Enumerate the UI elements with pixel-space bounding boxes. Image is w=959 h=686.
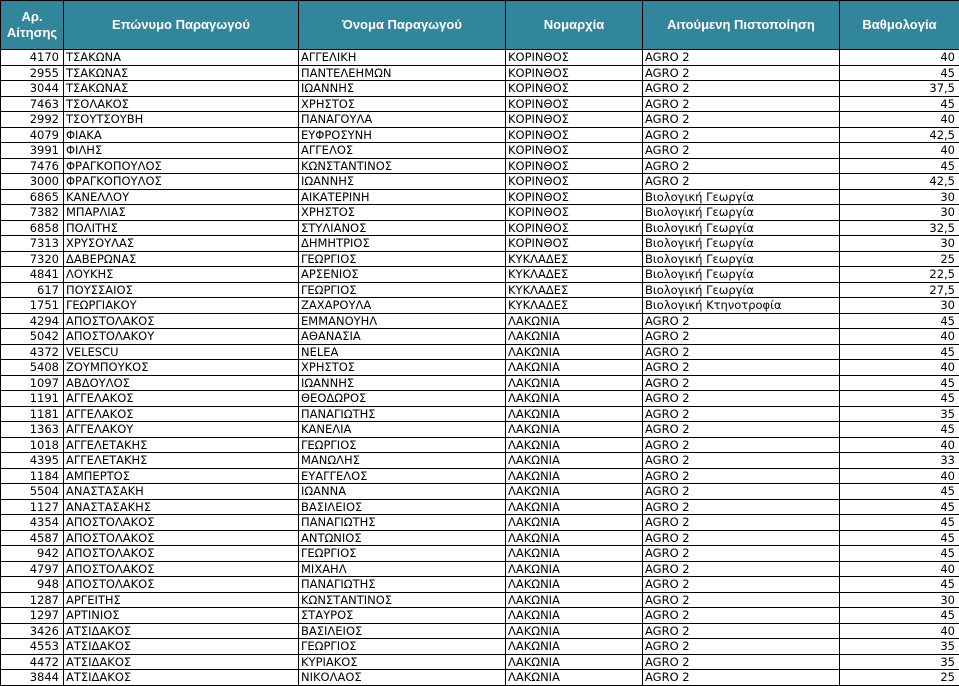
cell-prefecture: ΛΑΚΩΝΙΑ xyxy=(506,546,643,562)
cell-application-number: 1297 xyxy=(1,608,64,624)
cell-name: ΚΩΝΣΤΑΝΤΙΝΟΣ xyxy=(299,592,506,608)
cell-score: 30 xyxy=(840,236,959,252)
table-row xyxy=(1,81,959,97)
table-row xyxy=(1,174,959,190)
table-row xyxy=(1,422,959,438)
table-row xyxy=(1,236,959,252)
cell-surname: ΑΠΟΣΤΟΛΑΚΟΣ xyxy=(64,546,299,562)
cell-application-number: 7476 xyxy=(1,158,64,174)
cell-score: 40 xyxy=(840,112,959,128)
table-row xyxy=(1,391,959,407)
table-row xyxy=(1,360,959,376)
cell-name: ΜΙΧΑΗΛ xyxy=(299,561,506,577)
cell-name: ΙΩΑΝΝΗΣ xyxy=(299,81,506,97)
cell-name: ΑΡΣΕΝΙΟΣ xyxy=(299,267,506,283)
cell-score: 45 xyxy=(840,608,959,624)
table-row xyxy=(1,437,959,453)
cell-application-number: 5504 xyxy=(1,484,64,500)
cell-surname: ΑΒΔΟΥΛΟΣ xyxy=(64,375,299,391)
cell-certification: AGRO 2 xyxy=(643,112,840,128)
cell-surname: ΠΟΥΣΣΑΙΟΣ xyxy=(64,282,299,298)
cell-certification: AGRO 2 xyxy=(643,360,840,376)
cell-surname: ΑΡΓΕΙΤΗΣ xyxy=(64,592,299,608)
cell-surname: ΖΟΥΜΠΟΥΚΟΣ xyxy=(64,360,299,376)
cell-score: 40 xyxy=(840,143,959,159)
header-requested-certification: Αιτούμενη Πιστοποίηση xyxy=(643,1,840,50)
cell-application-number: 4472 xyxy=(1,654,64,670)
cell-name: ΣΤΥΛΙΑΝΟΣ xyxy=(299,220,506,236)
cell-prefecture: ΛΑΚΩΝΙΑ xyxy=(506,468,643,484)
table-row xyxy=(1,639,959,655)
cell-certification: Βιολογική Γεωργία xyxy=(643,220,840,236)
cell-certification: AGRO 2 xyxy=(643,546,840,562)
cell-prefecture: ΚΟΡΙΝΘΟΣ xyxy=(506,50,643,66)
table-row xyxy=(1,329,959,345)
table-row xyxy=(1,623,959,639)
cell-prefecture: ΛΑΚΩΝΙΑ xyxy=(506,453,643,469)
header-application-number: Αρ. Αίτησης xyxy=(1,1,64,50)
cell-certification: Βιολογική Γεωργία xyxy=(643,267,840,283)
cell-certification: Βιολογική Γεωργία xyxy=(643,189,840,205)
cell-score: 45 xyxy=(840,375,959,391)
cell-certification: AGRO 2 xyxy=(643,344,840,360)
cell-name: ΚΑΝΕΛΙΑ xyxy=(299,422,506,438)
cell-application-number: 7382 xyxy=(1,205,64,221)
cell-prefecture: ΛΑΚΩΝΙΑ xyxy=(506,406,643,422)
cell-surname: ΑΡΤΙΝΙΟΣ xyxy=(64,608,299,624)
cell-prefecture: ΚΟΡΙΝΘΟΣ xyxy=(506,236,643,252)
table-row xyxy=(1,96,959,112)
cell-application-number: 1287 xyxy=(1,592,64,608)
cell-application-number: 6858 xyxy=(1,220,64,236)
table-row xyxy=(1,189,959,205)
cell-name: ΒΑΣΙΛΕΙΟΣ xyxy=(299,623,506,639)
cell-prefecture: ΚΟΡΙΝΘΟΣ xyxy=(506,127,643,143)
cell-name: ΓΕΩΡΓΙΟΣ xyxy=(299,639,506,655)
cell-surname: ΤΣΟΥΤΣΟΥΒΗ xyxy=(64,112,299,128)
cell-name: ΠΑΝΑΓΟΥΛΑ xyxy=(299,112,506,128)
cell-certification: AGRO 2 xyxy=(643,50,840,66)
cell-certification: AGRO 2 xyxy=(643,499,840,515)
cell-certification: Βιολογική Κτηνοτροφία xyxy=(643,298,840,314)
cell-prefecture: ΛΑΚΩΝΙΑ xyxy=(506,577,643,593)
cell-name: ΓΕΩΡΓΙΟΣ xyxy=(299,546,506,562)
cell-prefecture: ΚΟΡΙΝΘΟΣ xyxy=(506,65,643,81)
cell-surname: ΑΠΟΣΤΟΛΑΚΟΣ xyxy=(64,515,299,531)
cell-surname: ΑΓΓΕΛΑΚΟΣ xyxy=(64,391,299,407)
cell-score: 40 xyxy=(840,360,959,376)
cell-score: 45 xyxy=(840,530,959,546)
cell-score: 42,5 xyxy=(840,174,959,190)
cell-application-number: 4841 xyxy=(1,267,64,283)
cell-application-number: 4079 xyxy=(1,127,64,143)
cell-score: 30 xyxy=(840,298,959,314)
cell-surname: ΤΣΑΚΩΝΑΣ xyxy=(64,81,299,97)
cell-certification: AGRO 2 xyxy=(643,561,840,577)
cell-application-number: 4395 xyxy=(1,453,64,469)
cell-name: ΠΑΝΑΓΙΩΤΗΣ xyxy=(299,406,506,422)
cell-surname: ΑΓΓΕΛΑΚΟΣ xyxy=(64,406,299,422)
cell-application-number: 7463 xyxy=(1,96,64,112)
cell-score: 45 xyxy=(840,484,959,500)
cell-application-number: 4553 xyxy=(1,639,64,655)
cell-certification: AGRO 2 xyxy=(643,654,840,670)
table-row xyxy=(1,205,959,221)
cell-prefecture: ΛΑΚΩΝΙΑ xyxy=(506,608,643,624)
cell-prefecture: ΚΟΡΙΝΘΟΣ xyxy=(506,174,643,190)
cell-name: ΒΑΣΙΛΕΙΟΣ xyxy=(299,499,506,515)
cell-application-number: 7320 xyxy=(1,251,64,267)
table-row xyxy=(1,546,959,562)
cell-surname: ΑΤΣΙΔΑΚΟΣ xyxy=(64,623,299,639)
cell-certification: Βιολογική Γεωργία xyxy=(643,205,840,221)
cell-name: ΑΙΚΑΤΕΡΙΝΗ xyxy=(299,189,506,205)
cell-prefecture: ΚΥΚΛΑΔΕΣ xyxy=(506,267,643,283)
cell-certification: AGRO 2 xyxy=(643,406,840,422)
cell-score: 25 xyxy=(840,251,959,267)
cell-score: 30 xyxy=(840,592,959,608)
cell-name: ΠΑΝΑΓΙΩΤΗΣ xyxy=(299,577,506,593)
cell-score: 33 xyxy=(840,453,959,469)
cell-prefecture: ΚΟΡΙΝΘΟΣ xyxy=(506,205,643,221)
table-row xyxy=(1,577,959,593)
cell-certification: AGRO 2 xyxy=(643,143,840,159)
cell-prefecture: ΛΑΚΩΝΙΑ xyxy=(506,313,643,329)
cell-surname: ΑΠΟΣΤΟΛΑΚΟΣ xyxy=(64,530,299,546)
cell-certification: Βιολογική Γεωργία xyxy=(643,282,840,298)
cell-prefecture: ΚΥΚΛΑΔΕΣ xyxy=(506,298,643,314)
cell-name: ΕΥΑΓΓΕΛΟΣ xyxy=(299,468,506,484)
table-body xyxy=(1,50,959,686)
header-row xyxy=(1,1,959,50)
cell-prefecture: ΛΑΚΩΝΙΑ xyxy=(506,499,643,515)
cell-surname: ΦΡΑΓΚΟΠΟΥΛΟΣ xyxy=(64,174,299,190)
table-row xyxy=(1,143,959,159)
cell-name: ΕΜΜΑΝΟΥΗΛ xyxy=(299,313,506,329)
cell-name: ΠΑΝΤΕΛΕΗΜΩΝ xyxy=(299,65,506,81)
cell-surname: ΑΓΓΕΛΕΤΑΚΗΣ xyxy=(64,453,299,469)
cell-score: 27,5 xyxy=(840,282,959,298)
cell-certification: Βιολογική Γεωργία xyxy=(643,251,840,267)
cell-certification: AGRO 2 xyxy=(643,639,840,655)
cell-score: 35 xyxy=(840,654,959,670)
cell-application-number: 7313 xyxy=(1,236,64,252)
cell-surname: ΑΠΟΣΤΟΛΑΚΟΣ xyxy=(64,577,299,593)
table-row xyxy=(1,468,959,484)
cell-name: ΙΩΑΝΝΗΣ xyxy=(299,174,506,190)
cell-prefecture: ΛΑΚΩΝΙΑ xyxy=(506,515,643,531)
cell-score: 30 xyxy=(840,205,959,221)
cell-score: 35 xyxy=(840,406,959,422)
header-producer-surname: Επώνυμο Παραγωγού xyxy=(64,1,299,50)
cell-application-number: 3044 xyxy=(1,81,64,97)
cell-prefecture: ΚΟΡΙΝΘΟΣ xyxy=(506,81,643,97)
cell-prefecture: ΛΑΚΩΝΙΑ xyxy=(506,623,643,639)
cell-surname: ΚΑΝΕΛΛΟΥ xyxy=(64,189,299,205)
cell-application-number: 4587 xyxy=(1,530,64,546)
table-row xyxy=(1,127,959,143)
cell-prefecture: ΛΑΚΩΝΙΑ xyxy=(506,329,643,345)
cell-prefecture: ΚΟΡΙΝΘΟΣ xyxy=(506,220,643,236)
cell-application-number: 942 xyxy=(1,546,64,562)
cell-score: 35 xyxy=(840,639,959,655)
cell-surname: ΛΟΥΚΗΣ xyxy=(64,267,299,283)
cell-certification: AGRO 2 xyxy=(643,96,840,112)
cell-score: 45 xyxy=(840,391,959,407)
cell-name: ΝΙΚΟΛΑΟΣ xyxy=(299,670,506,686)
table-row xyxy=(1,65,959,81)
cell-score: 32,5 xyxy=(840,220,959,236)
cell-name: NELEA xyxy=(299,344,506,360)
cell-score: 40 xyxy=(840,437,959,453)
table-row xyxy=(1,251,959,267)
table-row xyxy=(1,499,959,515)
table-row xyxy=(1,530,959,546)
cell-name: ΠΑΝΑΓΙΩΤΗΣ xyxy=(299,515,506,531)
cell-score: 45 xyxy=(840,499,959,515)
cell-score: 45 xyxy=(840,422,959,438)
cell-certification: AGRO 2 xyxy=(643,65,840,81)
cell-score: 40 xyxy=(840,329,959,345)
cell-surname: ΑΠΟΣΤΟΛΑΚΟΣ xyxy=(64,313,299,329)
cell-prefecture: ΛΑΚΩΝΙΑ xyxy=(506,391,643,407)
table-row xyxy=(1,670,959,686)
cell-score: 40 xyxy=(840,468,959,484)
table-row xyxy=(1,484,959,500)
cell-surname: ΑΜΠΕΡΤΟΣ xyxy=(64,468,299,484)
cell-prefecture: ΛΑΚΩΝΙΑ xyxy=(506,670,643,686)
cell-certification: AGRO 2 xyxy=(643,81,840,97)
table-row xyxy=(1,220,959,236)
cell-certification: AGRO 2 xyxy=(643,484,840,500)
cell-certification: AGRO 2 xyxy=(643,391,840,407)
cell-name: ΙΩΑΝΝΗΣ xyxy=(299,375,506,391)
cell-application-number: 1018 xyxy=(1,437,64,453)
cell-certification: AGRO 2 xyxy=(643,158,840,174)
cell-surname: ΑΠΟΣΤΟΛΑΚΟΥ xyxy=(64,329,299,345)
table-row xyxy=(1,561,959,577)
cell-certification: AGRO 2 xyxy=(643,608,840,624)
cell-certification: AGRO 2 xyxy=(643,468,840,484)
cell-surname: ΤΣΟΛΑΚΟΣ xyxy=(64,96,299,112)
cell-application-number: 3000 xyxy=(1,174,64,190)
cell-prefecture: ΛΑΚΩΝΙΑ xyxy=(506,639,643,655)
cell-certification: AGRO 2 xyxy=(643,577,840,593)
cell-surname: ΓΕΩΡΓΙΑΚΟΥ xyxy=(64,298,299,314)
cell-name: ΚΥΡΙΑΚΟΣ xyxy=(299,654,506,670)
cell-certification: AGRO 2 xyxy=(643,623,840,639)
table-row xyxy=(1,267,959,283)
cell-name: ΙΩΑΝΝΑ xyxy=(299,484,506,500)
cell-certification: AGRO 2 xyxy=(643,592,840,608)
cell-name: ΑΓΓΕΛΙΚΗ xyxy=(299,50,506,66)
cell-score: 40 xyxy=(840,561,959,577)
cell-certification: AGRO 2 xyxy=(643,437,840,453)
table-row xyxy=(1,654,959,670)
cell-certification: AGRO 2 xyxy=(643,174,840,190)
cell-surname: ΑΝΑΣΤΑΣΑΚΗ xyxy=(64,484,299,500)
cell-score: 45 xyxy=(840,515,959,531)
cell-surname: ΑΤΣΙΔΑΚΟΣ xyxy=(64,654,299,670)
cell-application-number: 6865 xyxy=(1,189,64,205)
cell-surname: ΦΡΑΓΚΟΠΟΥΛΟΣ xyxy=(64,158,299,174)
cell-surname: ΦΙΑΚΑ xyxy=(64,127,299,143)
cell-name: ΚΩΝΣΤΑΝΤΙΝΟΣ xyxy=(299,158,506,174)
cell-score: 45 xyxy=(840,158,959,174)
cell-score: 37,5 xyxy=(840,81,959,97)
cell-surname: ΑΓΓΕΛΑΚΟΥ xyxy=(64,422,299,438)
header-prefecture: Νομαρχία xyxy=(506,1,643,50)
cell-application-number: 617 xyxy=(1,282,64,298)
cell-name: ΑΓΓΕΛΟΣ xyxy=(299,143,506,159)
cell-score: 45 xyxy=(840,577,959,593)
cell-application-number: 3844 xyxy=(1,670,64,686)
cell-application-number: 1751 xyxy=(1,298,64,314)
table-row xyxy=(1,608,959,624)
cell-score: 45 xyxy=(840,344,959,360)
cell-prefecture: ΛΑΚΩΝΙΑ xyxy=(506,422,643,438)
cell-score: 45 xyxy=(840,313,959,329)
cell-score: 45 xyxy=(840,546,959,562)
cell-surname: ΠΟΛΙΤΗΣ xyxy=(64,220,299,236)
table-row xyxy=(1,313,959,329)
cell-certification: AGRO 2 xyxy=(643,375,840,391)
table-row xyxy=(1,592,959,608)
cell-application-number: 4354 xyxy=(1,515,64,531)
cell-surname: ΤΣΑΚΩΝΑ xyxy=(64,50,299,66)
cell-surname: ΤΣΑΚΩΝΑΣ xyxy=(64,65,299,81)
cell-application-number: 4372 xyxy=(1,344,64,360)
table-row xyxy=(1,158,959,174)
cell-surname: ΔΑΒΕΡΩΝΑΣ xyxy=(64,251,299,267)
cell-prefecture: ΛΑΚΩΝΙΑ xyxy=(506,592,643,608)
cell-name: ΔΗΜΗΤΡΙΟΣ xyxy=(299,236,506,252)
cell-prefecture: ΛΑΚΩΝΙΑ xyxy=(506,375,643,391)
table-row xyxy=(1,50,959,66)
cell-prefecture: ΛΑΚΩΝΙΑ xyxy=(506,530,643,546)
cell-certification: Βιολογική Γεωργία xyxy=(643,236,840,252)
table-row xyxy=(1,112,959,128)
table-row xyxy=(1,375,959,391)
cell-score: 45 xyxy=(840,96,959,112)
cell-prefecture: ΛΑΚΩΝΙΑ xyxy=(506,360,643,376)
cell-certification: AGRO 2 xyxy=(643,422,840,438)
cell-application-number: 1127 xyxy=(1,499,64,515)
cell-certification: AGRO 2 xyxy=(643,329,840,345)
cell-prefecture: ΛΑΚΩΝΙΑ xyxy=(506,437,643,453)
cell-application-number: 3991 xyxy=(1,143,64,159)
cell-application-number: 1184 xyxy=(1,468,64,484)
cell-application-number: 948 xyxy=(1,577,64,593)
cell-name: ΓΕΩΡΓΙΟΣ xyxy=(299,251,506,267)
cell-name: ΑΝΤΩΝΙΟΣ xyxy=(299,530,506,546)
table-row xyxy=(1,344,959,360)
cell-surname: ΑΝΑΣΤΑΣΑΚΗΣ xyxy=(64,499,299,515)
cell-application-number: 3426 xyxy=(1,623,64,639)
cell-application-number: 2992 xyxy=(1,112,64,128)
cell-application-number: 1097 xyxy=(1,375,64,391)
cell-name: ΕΥΦΡΟΣΥΝΗ xyxy=(299,127,506,143)
cell-score: 45 xyxy=(840,65,959,81)
cell-prefecture: ΚΟΡΙΝΘΟΣ xyxy=(506,143,643,159)
header-score: Βαθμολογία xyxy=(840,1,959,50)
cell-name: ΓΕΩΡΓΙΟΣ xyxy=(299,437,506,453)
cell-surname: ΧΡΥΣΟΥΛΑΣ xyxy=(64,236,299,252)
table-row xyxy=(1,406,959,422)
cell-application-number: 4170 xyxy=(1,50,64,66)
cell-surname: ΑΤΣΙΔΑΚΟΣ xyxy=(64,670,299,686)
table-row xyxy=(1,453,959,469)
cell-prefecture: ΚΥΚΛΑΔΕΣ xyxy=(506,251,643,267)
cell-name: ΧΡΗΣΤΟΣ xyxy=(299,96,506,112)
cell-name: ΧΡΗΣΤΟΣ xyxy=(299,205,506,221)
cell-prefecture: ΚΥΚΛΑΔΕΣ xyxy=(506,282,643,298)
cell-application-number: 4294 xyxy=(1,313,64,329)
cell-application-number: 5042 xyxy=(1,329,64,345)
cell-application-number: 1181 xyxy=(1,406,64,422)
header-producer-name: Όνομα Παραγωγού xyxy=(299,1,506,50)
cell-application-number: 2955 xyxy=(1,65,64,81)
cell-score: 22,5 xyxy=(840,267,959,283)
cell-application-number: 5408 xyxy=(1,360,64,376)
cell-certification: AGRO 2 xyxy=(643,670,840,686)
cell-name: ΣΤΑΥΡΟΣ xyxy=(299,608,506,624)
table-row xyxy=(1,298,959,314)
cell-prefecture: ΚΟΡΙΝΘΟΣ xyxy=(506,112,643,128)
cell-score: 40 xyxy=(840,623,959,639)
cell-certification: AGRO 2 xyxy=(643,453,840,469)
cell-name: ΖΑΧΑΡΟΥΛΑ xyxy=(299,298,506,314)
cell-application-number: 4797 xyxy=(1,561,64,577)
cell-prefecture: ΛΑΚΩΝΙΑ xyxy=(506,561,643,577)
cell-name: ΜΑΝΩΛΗΣ xyxy=(299,453,506,469)
cell-name: ΓΕΩΡΓΙΟΣ xyxy=(299,282,506,298)
table-row xyxy=(1,515,959,531)
cell-application-number: 1363 xyxy=(1,422,64,438)
cell-prefecture: ΚΟΡΙΝΘΟΣ xyxy=(506,96,643,112)
cell-certification: AGRO 2 xyxy=(643,515,840,531)
cell-prefecture: ΚΟΡΙΝΘΟΣ xyxy=(506,158,643,174)
cell-prefecture: ΛΑΚΩΝΙΑ xyxy=(506,654,643,670)
cell-score: 30 xyxy=(840,189,959,205)
cell-application-number: 1191 xyxy=(1,391,64,407)
cell-surname: ΑΠΟΣΤΟΛΑΚΟΣ xyxy=(64,561,299,577)
cell-score: 25 xyxy=(840,670,959,686)
cell-name: ΧΡΗΣΤΟΣ xyxy=(299,360,506,376)
cell-surname: ΦΙΛΗΣ xyxy=(64,143,299,159)
cell-surname: ΑΓΓΕΛΕΤΑΚΗΣ xyxy=(64,437,299,453)
cell-certification: AGRO 2 xyxy=(643,313,840,329)
cell-prefecture: ΚΟΡΙΝΘΟΣ xyxy=(506,189,643,205)
cell-name: ΑΘΑΝΑΣΙΑ xyxy=(299,329,506,345)
cell-certification: AGRO 2 xyxy=(643,530,840,546)
cell-score: 42,5 xyxy=(840,127,959,143)
cell-surname: ΜΠΑΡΛΙΑΣ xyxy=(64,205,299,221)
cell-surname: VELESCU xyxy=(64,344,299,360)
table-header xyxy=(1,1,959,50)
cell-prefecture: ΛΑΚΩΝΙΑ xyxy=(506,484,643,500)
cell-prefecture: ΛΑΚΩΝΙΑ xyxy=(506,344,643,360)
cell-surname: ΑΤΣΙΔΑΚΟΣ xyxy=(64,639,299,655)
cell-score: 40 xyxy=(840,50,959,66)
cell-name: ΘΕΟΔΩΡΟΣ xyxy=(299,391,506,407)
cell-certification: AGRO 2 xyxy=(643,127,840,143)
table-row xyxy=(1,282,959,298)
